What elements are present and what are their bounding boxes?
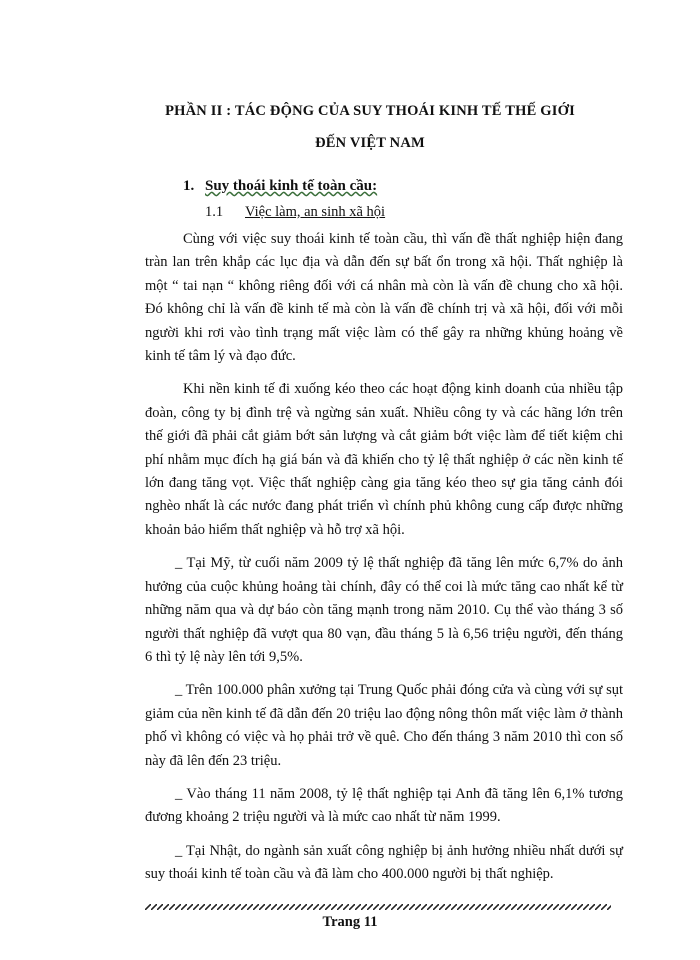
subsection-number: 1.1 [205,204,224,220]
subsection-title: Việc làm, an sinh xã hội [245,204,386,220]
part-title-line-1: PHẦN II : TÁC ĐỘNG CỦA SUY THOÁI KINH TẾ THẾ GIỚI [165,103,575,119]
part-title-line-2: ĐẾN VIỆT NAM [315,135,425,151]
paragraph: Khi nền kinh tế đi xuống kéo theo các hoạt động kinh doanh của nhiều tập đoàn, công ty bị đình trệ và ngừng sản xuất. Nhiều công ty và các hãng lớn trên thế giới đã phải cắt giảm bớt sản lượng và cắt giảm bớt việc làm để tiết kiệm chi phí nhằm mục đích hạ giá bán và đã khiến cho tỷ lệ thất nghiệp ở các nền kinh tế lớn đang tăng vọt. Việc thất nghiệp càng gia tăng kéo theo sự gia tăng cảnh đói nghèo nhất là các nước đang phát triển vì chính phủ không cung cấp được những khoản bảo hiểm thất nghiệp và hỗ trợ xã hội. [145,381,623,538]
page-number: Trang 11 [322,914,378,930]
bullet-paragraph: _ Tại Mỹ, từ cuối năm 2009 tỷ lệ thất nghiệp đã tăng lên mức 6,7% do ảnh hưởng của cuộc khủng hoảng tài chính, đây có thể coi là mức tăng cao nhất kể từ những năm qua và dự báo còn tăng mạnh trong năm 2010. Cụ thể vào tháng 3 số người thất nghiệp đã vượt qua 80 vạn, đầu tháng 5 là 6,56 triệu người, đến tháng 6 thì tỷ lệ này lên tới 9,5%. [145,555,623,665]
paragraph: Cùng với việc suy thoái kinh tế toàn cầu, thì vấn đề thất nghiệp hiện đang tràn lan trên khắp các lục địa và dẫn đến sự bất ổn trong xã hội. Thất nghiệp là một “ tai nạn “ không riêng đối với cá nhân mà còn là vấn đề chung cho xã hội. Đó không chỉ là vấn đề kinh tế mà còn là vấn đề chính trị và xã hội, đối với mỗi người khi rơi vào tình trạng mất việc làm có thể gây ra những khủng hoảng về kinh tế tâm lý và đạo đức. [145,231,623,365]
bullet-paragraph: _ Trên 100.000 phân xưởng tại Trung Quốc phải đóng cửa và cùng với sự sụt giảm của nền kinh tế đã dẫn đến 20 triệu lao động nông thôn mất việc làm ở thành phố vì không có việc và họ phải trở về quê. Cho đến tháng 3 năm 2010 thì con số này đã lên đến 23 triệu. [145,682,623,769]
subsection-heading [205,204,385,221]
section-heading [183,178,377,195]
bullet-paragraph: _ Vào tháng 11 năm 2008, tỷ lệ thất nghiệp tại Anh đã tăng lên 6,1% tương đương khoảng 2 triệu người và là mức cao nhất từ năm 1999. [145,785,623,826]
bullet-paragraph: _ Tại Nhật, do ngành sản xuất công nghiệp bị ảnh hưởng nhiều nhất dưới sự suy thoái kinh tế toàn cầu và đã làm cho 400.000 người bị thất nghiệp. [145,842,623,883]
section-number: 1. [183,178,195,194]
body-text [145,228,623,897]
section-title: Suy thoái kinh tế toàn cầu: [205,178,378,194]
footer-divider [145,904,611,910]
